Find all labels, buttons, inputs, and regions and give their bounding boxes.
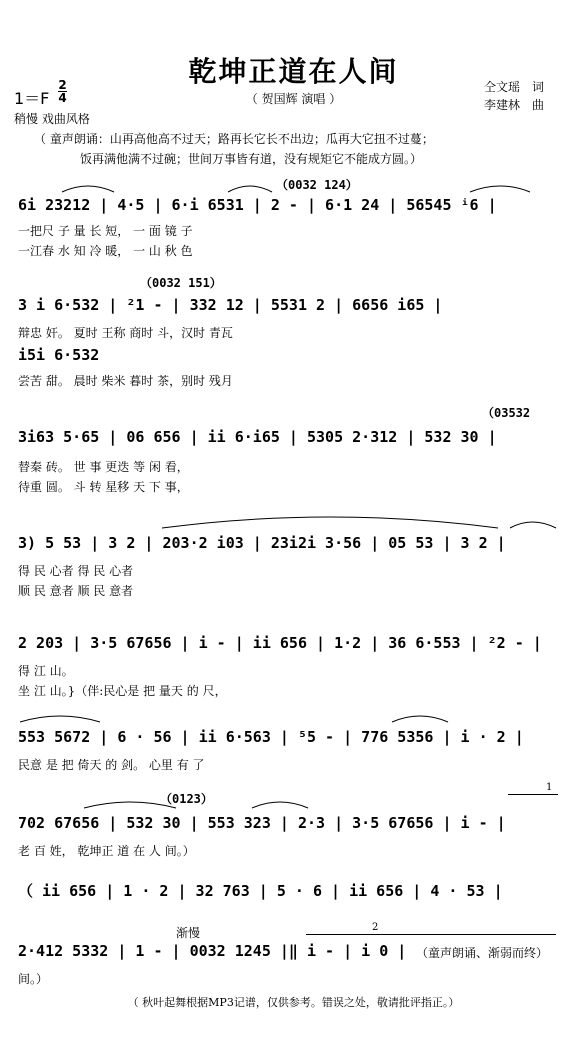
slur-1 <box>62 186 114 192</box>
system-4-lyric-1: 得 民 心者 得 民 心者 <box>18 564 134 578</box>
system-4-lyric-2: 顺 民 意者 顺 民 意者 <box>18 584 134 598</box>
system-9-above: 渐慢 <box>176 926 201 940</box>
system-2-lyric-1: 辩忠 奸。 夏时 王称 商时 斗，汉时 青瓦 <box>18 326 233 340</box>
system-7-notes: 702 67656 | 532 30 | 553 323 | 2·3 | 3·5 67656 | i - | <box>18 814 506 832</box>
system-3-lyric-1: 替秦 砖。 世 事 更迭 等 闲 看， <box>18 460 189 474</box>
system-1-lyric-2: 一江春 水 知 冷 暖， 一 山 秋 色 <box>18 244 193 258</box>
lyricist: 仝文瑶 词 <box>484 80 545 94</box>
system-3-above: （03532 <box>482 406 531 420</box>
slur-2 <box>228 186 272 192</box>
slur-5 <box>510 522 556 528</box>
time-top: 2 <box>58 78 67 92</box>
slur-3 <box>470 186 530 192</box>
tempo-marking: 稍慢 戏曲风格 <box>14 112 90 126</box>
performer: （ 贺国辉 演唱 ） <box>245 92 342 106</box>
system-9-lyric-1: 间。） <box>18 972 49 986</box>
system-5-lyric-1: 得 江 山。 <box>18 664 74 678</box>
system-2-sub-notes: i5i 6·532 <box>18 346 100 364</box>
system-1-above: （0032 124） <box>276 178 358 192</box>
system-9-tail: （童声朗诵、渐弱而终） <box>416 946 549 960</box>
system-6-notes: 553 5672 | 6 · 56 | ii 6·563 | ⁵5 - | 776 5356 | i · 2 | <box>18 728 524 746</box>
song-title: 乾坤正道在人间 <box>188 55 399 88</box>
volta-2-number: 2 <box>372 922 379 933</box>
system-5-notes: 2 203 | 3·5 67656 | i - | ii 656 | 1·2 | 36 6·553 | ²2 - | <box>18 634 542 652</box>
intro-line-1: （ 童声朗诵：山再高他高不过天；路再长它长不出边；瓜再大它扭不过蔓； <box>34 132 434 146</box>
slur-4 <box>162 517 498 528</box>
system-4-notes: 3) 5 53 | 3 2 | 203·2 i03 | 23i2i 3·56 | 05 53 | 3 2 | <box>18 534 506 552</box>
volta-1-number: 1 <box>546 782 553 793</box>
footer-note: （ 秋叶起舞根据MP3记谱，仅供参考。错误之处，敬请批评指正。） <box>127 996 460 1009</box>
slur-8 <box>84 802 176 808</box>
system-2-above: （0032 151） <box>140 276 222 290</box>
key-signature: 1＝F <box>14 89 50 108</box>
system-3-notes: 3i63 5·65 | 06 656 | ii 6·i65 | 5305 2·312 | 532 30 | <box>18 428 497 446</box>
slur-9 <box>252 802 308 808</box>
system-2-lyric-2: 尝苦 甜。 晨时 柴米 暮时 茶，别时 残月 <box>18 374 233 388</box>
intro-line-2: 饭再满他满不过碗；世间万事皆有道，没有规矩它不能成方圆。） <box>80 152 423 166</box>
system-2-notes: 3 i 6·532 | ²1 - | 332 12 | 5531 2 | 6656 i65 | <box>18 296 443 314</box>
time-bottom: 4 <box>58 91 67 105</box>
system-7-above: （0123） <box>160 792 213 806</box>
system-7-lyric-1: 老 百 姓， 乾坤正 道 在 人 间。） <box>18 844 195 858</box>
system-9-notes: 2·412 5332 | 1 - | 0032 1245 |‖ i - | i 0 | <box>18 942 407 960</box>
system-8-notes: （ ii 656 | 1 · 2 | 32 763 | 5 · 6 | ii 656 | 4 · 53 | <box>18 882 503 900</box>
system-1-notes: 6i 23212 | 4·5 | 6·i 6531 | 2 - | 6·1 24 | 56545 ⁱ6 | <box>18 196 497 214</box>
slur-7 <box>392 716 448 722</box>
system-5-lyric-2: 坐 江 山。}（伴:民心是 把 量天 的 尺， <box>18 684 227 698</box>
system-6-lyric-1: 民意 是 把 倚天 的 剑。 心里 有 了 <box>18 758 205 772</box>
system-3-lyric-2: 待重 圆。 斗 转 星移 天 下 事， <box>18 480 189 494</box>
composer: 李建林 曲 <box>484 98 545 112</box>
slur-6 <box>20 716 100 722</box>
system-1-lyric-1: 一把尺 子 量 长 短， 一 面 镜 子 <box>18 224 193 238</box>
